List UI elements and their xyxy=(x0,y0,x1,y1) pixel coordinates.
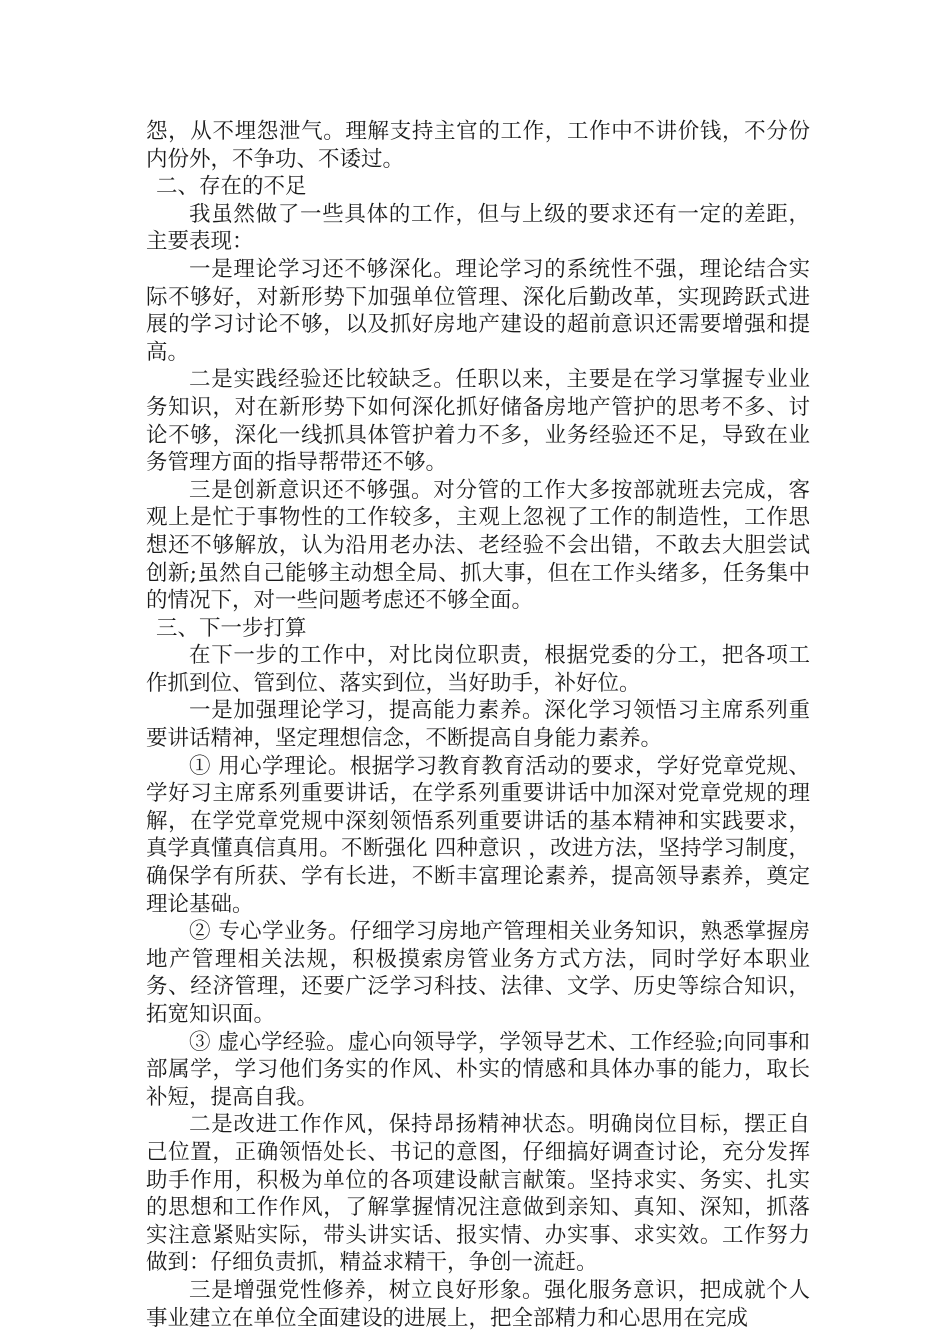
paragraph-plan-study-business: ② 专心学业务。仔细学习房地产管理相关业务知识，熟悉掌握房地产管理相关法规，积极摸索房管业务方式方法，同时学好本职业务、经济管理，还要广泛学习科技、法律、文学、历史等综合知识，拓宽知识面。 xyxy=(146,919,810,1027)
paragraph-shortcomings-intro: 我虽然做了一些具体的工作，但与上级的要求还有一定的差距，主要表现： xyxy=(146,201,810,255)
paragraph-shortcoming-theory: 一是理论学习还不够深化。理论学习的系统性不强，理论结合实际不够好，对新形势下加强单位管理、深化后勤改革，实现跨跃式进展的学习讨论不够，以及抓好房地产建设的超前意识还需要增强和提高。 xyxy=(146,256,810,365)
paragraph-plan-party-spirit: 三是增强党性修养，树立良好形象。强化服务意识，把成就个人事业建立在单位全面建设的进展上，把全部精力和心思用在完成 xyxy=(146,1277,810,1331)
paragraph-shortcoming-experience: 二是实践经验还比较缺乏。任职以来，主要是在学习掌握专业业务知识，对在新形势下如何深化抓好储备房地产管护的思考不多、讨论不够，深化一线抓具体管护着力不多，业务经验还不足，导致在业务管理方面的指导帮带还不够。 xyxy=(146,367,810,476)
paragraph-plan-work-style: 二是改进工作作风，保持昂扬精神状态。明确岗位目标，摆正自己位置，正确领悟处长、书记的意图，仔细搞好调查讨论，充分发挥助手作用，积极为单位的各项建设献言献策。坚持求实、务实、扎实的思想和工作作风，了解掌握情况注意做到亲知、真知、深知，抓落实注意紧贴实际，带头讲实话、报实情、办实事、求实效。工作努力做到：仔细负责抓，精益求精干，争创一流赶。 xyxy=(146,1112,810,1276)
section-heading-shortcomings: 二、存在的不足 xyxy=(156,174,307,200)
paragraph-continuation: 怨，从不埋怨泄气。理解支持主官的工作，工作中不讲价钱，不分份内份外，不争功、不诿过。 xyxy=(146,119,810,172)
paragraph-shortcoming-innovation: 三是创新意识还不够强。对分管的工作大多按部就班去完成，客观上是忙于事物性的工作较多，主观上忽视了工作的制造性，工作思想还不够解放，认为沿用老办法、老经验不会出错，不敢去大胆尝试创新;虽然自己能够主动想全局、抓大事，但在工作头绪多，任务集中的情况下，对一些问题考虑还不够全面。 xyxy=(146,477,810,614)
document-body xyxy=(146,118,810,1332)
paragraph-plan-study: 一是加强理论学习，提高能力素养。深化学习领悟习主席系列重要讲话精神，坚定理想信念，不断提高自身能力素养。 xyxy=(146,698,810,752)
section-heading-next-steps: 三、下一步打算 xyxy=(156,615,307,641)
paragraph-plan-study-theory: ① 用心学理论。根据学习教育教育活动的要求，学好党章党规、学好习主席系列重要讲话，在学系列重要讲话中加深对党章党规的理解，在学党章党规中深刻领悟系列重要讲话的基本精神和实践要求，真学真懂真信真用。不断强化 四种意识 ，改进方法，坚持学习制度，确保学有所获、学有长进，不断丰富理论素养，提高领导素养，奠定理论基础。 xyxy=(146,753,810,917)
paragraph-plan-study-experience: ③ 虚心学经验。虚心向领导学，学领导艺术、工作经验;向同事和部属学，学习他们务实的作风、朴实的情感和具体办事的能力，取长补短，提高自我。 xyxy=(146,1029,810,1110)
paragraph-next-steps-intro: 在下一步的工作中，对比岗位职责，根据党委的分工，把各项工作抓到位、管到位、落实到位，当好助手，补好位。 xyxy=(146,643,810,696)
